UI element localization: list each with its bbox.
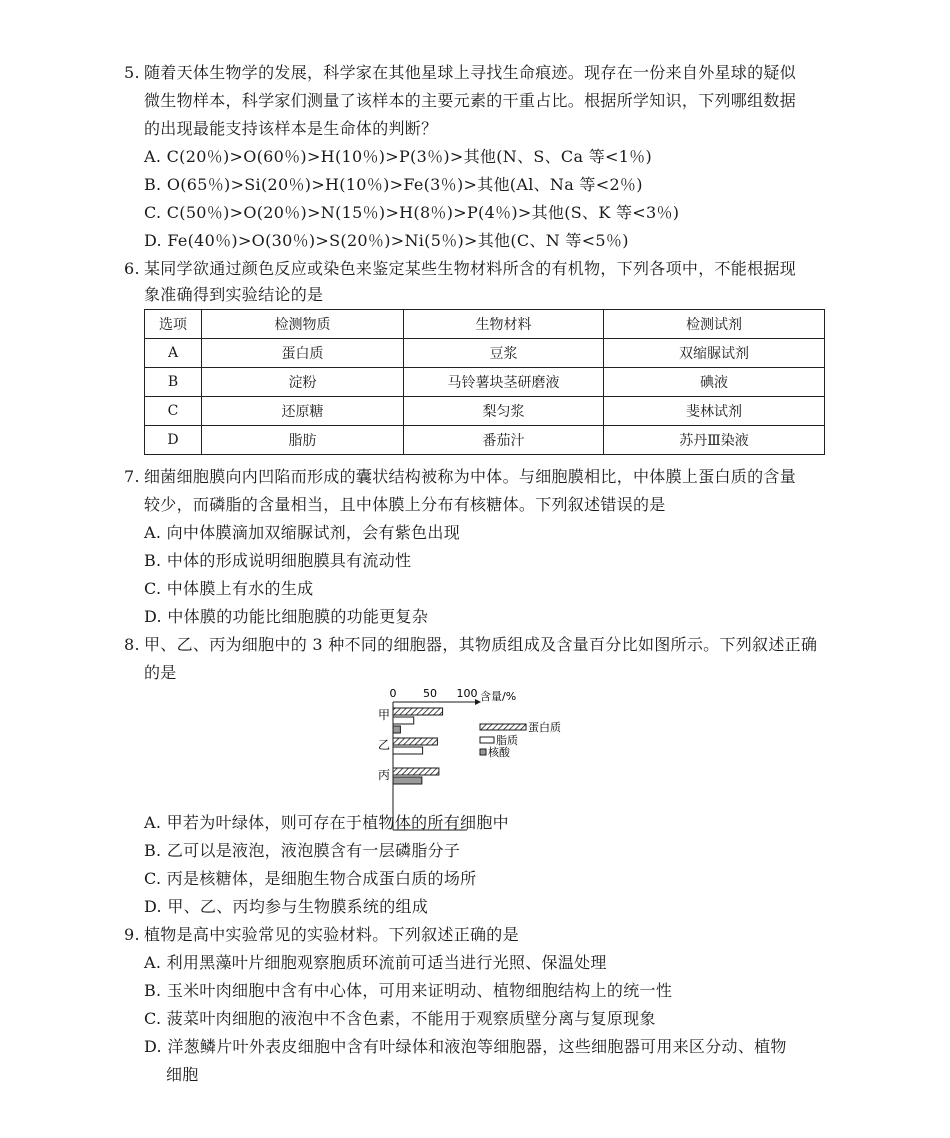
table-row (145, 426, 825, 455)
question-stem-line: 象准确得到实验结论的是 (144, 285, 324, 304)
question-number: 9. (124, 925, 140, 944)
x-tick-label: 50 (423, 687, 437, 700)
table-cell: A (145, 339, 202, 368)
table-cell: 番茄汁 (404, 426, 604, 455)
option-c: C. C(50％)>O(20％)>N(15％)>H(8％)>P(4％)>其他(S、K 等<3％) (144, 203, 680, 222)
nucleic-acid-bar (393, 726, 400, 733)
option-a: A. 向中体膜滴加双缩脲试剂，会有紫色出现 (144, 523, 461, 542)
category-label: 乙 (378, 738, 391, 752)
table-row (145, 339, 825, 368)
table-header-cell: 检测试剂 (604, 310, 825, 339)
option-c: C. 丙是核糖体，是细胞生物合成蛋白质的场所 (144, 869, 477, 888)
option-d: D. 洋葱鳞片叶外表皮细胞中含有叶绿体和液泡等细胞器，这些细胞器可用来区分动、植物 (144, 1037, 787, 1056)
question-stem-line: 微生物样本，科学家们测量了该样本的主要元素的干重占比。根据所学知识，下列哪组数据 (144, 91, 797, 110)
table-header-cell: 选项 (145, 310, 202, 339)
question-stem-line: 的是 (144, 663, 177, 682)
question-stem-line: 的出现最能支持该样本是生命体的判断？ (144, 119, 438, 138)
protein-bar (393, 708, 443, 715)
table-cell: C (145, 397, 202, 426)
legend-label: 脂质 (496, 734, 518, 747)
category-labels (378, 708, 390, 782)
option-a: A. C(20％)>O(60％)>H(10％)>P(3％)>其他(N、S、Ca 等<1％) (144, 147, 653, 166)
protein-bar-legend-swatch (480, 724, 526, 730)
table-cell: 豆浆 (404, 339, 604, 368)
x-tick-label: 0 (389, 687, 397, 700)
table-cell: 淀粉 (202, 368, 404, 397)
table-cell: 马铃薯块茎研磨液 (404, 368, 604, 397)
legend-label: 蛋白质 (528, 721, 561, 734)
option-d: D. Fe(40％)>O(30％)>S(20％)>Ni(5％)>其他(C、N 等<5％) (144, 231, 629, 250)
option-b: B. 玉米叶肉细胞中含有中心体，可用来证明动、植物细胞结构上的统一性 (144, 981, 673, 1000)
legend-label: 核酸 (488, 746, 510, 759)
x-tick-labels (390, 687, 478, 700)
option-d: D. 甲、乙、丙均参与生物膜系统的组成 (144, 897, 429, 916)
option-a: A. 利用黑藻叶片细胞观察胞质环流前可适当进行光照、保温处理 (144, 953, 607, 972)
question-stem-line: 随着天体生物学的发展，科学家在其他星球上寻找生命痕迹。现存在一份来自外星球的疑似 (144, 63, 797, 82)
option-d: D. 中体膜的功能比细胞膜的功能更复杂 (144, 607, 429, 626)
nucleic-acid-bar-legend-swatch (480, 749, 486, 755)
question-number: 7. (124, 467, 140, 486)
option-b: B. O(65％)>Si(20％)>H(10％)>Fe(3％)>其他(Al、Na 等<2％) (144, 175, 643, 194)
question-stem-line: 细菌细胞膜向内凹陷而形成的囊状结构被称为中体。与细胞膜相比，中体膜上蛋白质的含量 (144, 467, 797, 486)
table-header-row (145, 310, 825, 339)
question-stem-line: 甲、乙、丙为细胞中的 3 种不同的细胞器，其物质组成及含量百分比如图所示。下列叙述正确 (144, 635, 818, 654)
table-row (145, 397, 825, 426)
table-cell: 斐林试剂 (604, 397, 825, 426)
table-cell: 还原糖 (202, 397, 404, 426)
table-header-cell: 生物材料 (404, 310, 604, 339)
category-label: 甲 (378, 708, 391, 722)
question-number: 6. (124, 259, 140, 278)
table-header-cell: 检测物质 (202, 310, 404, 339)
category-label: 丙 (378, 768, 391, 782)
chart-legend (480, 720, 561, 759)
table-cell: 脂肪 (202, 426, 404, 455)
lipid-bar (393, 717, 414, 724)
question-stem-line: 较少，而磷脂的含量相当，且中体膜上分布有核糖体。下列叙述错误的是 (144, 495, 666, 514)
options-table (144, 309, 825, 455)
lipid-bar (393, 747, 423, 754)
option-a: A. 甲若为叶绿体，则可存在于植物体的所有细胞中 (144, 813, 509, 832)
table-row (145, 368, 825, 397)
protein-bar (393, 768, 439, 775)
x-axis-label: 含量/% (480, 690, 517, 703)
chart-bars (393, 708, 443, 784)
table-cell: 蛋白质 (202, 339, 404, 368)
option-c: C. 菠菜叶肉细胞的液泡中不含色素，不能用于观察质壁分离与复原现象 (144, 1009, 656, 1028)
option-b: B. 乙可以是液泡，液泡膜含有一层磷脂分子 (144, 841, 461, 860)
table-cell: 碘液 (604, 368, 825, 397)
nucleic-acid-bar (393, 777, 422, 784)
lipid-bar-legend-swatch (480, 737, 494, 743)
question-stem-line: 某同学欲通过颜色反应或染色来鉴定某些生物材料所含的有机物，下列各项中，不能根据现 (144, 259, 797, 278)
table-cell: 双缩脲试剂 (604, 339, 825, 368)
protein-bar (393, 738, 437, 745)
question-stem-line: 植物是高中实验常见的实验材料。下列叙述正确的是 (144, 925, 519, 944)
question-number: 5. (124, 63, 140, 82)
option-b: B. 中体的形成说明细胞膜具有流动性 (144, 551, 412, 570)
table-cell: D (145, 426, 202, 455)
option-c: C. 中体膜上有水的生成 (144, 579, 314, 598)
table-cell: B (145, 368, 202, 397)
table-cell: 梨匀浆 (404, 397, 604, 426)
question-number: 8. (124, 635, 140, 654)
option-d-continuation: 细胞 (166, 1065, 199, 1084)
table-cell: 苏丹Ⅲ染液 (604, 426, 825, 455)
x-tick-label: 100 (456, 687, 478, 700)
